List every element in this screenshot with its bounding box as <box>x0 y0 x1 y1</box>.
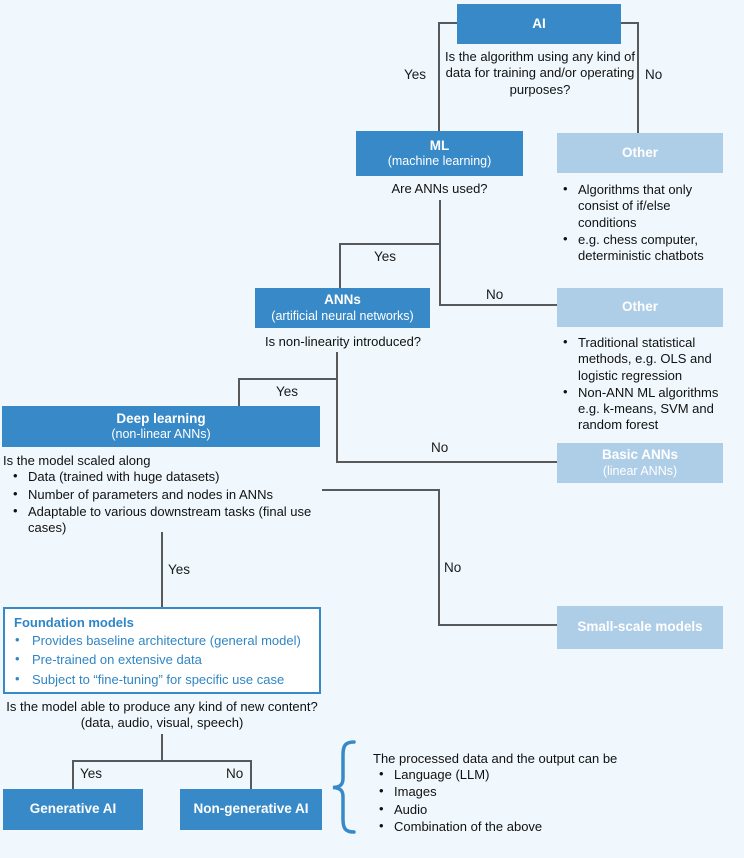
question-model-scaled-intro: Is the model scaled along <box>3 453 151 468</box>
node-generative-ai-title: Generative AI <box>29 801 117 817</box>
node-other-rule-based <box>557 133 723 173</box>
label-no-3: No <box>431 440 449 455</box>
node-foundation-models <box>3 607 321 694</box>
curly-brace-icon <box>330 740 358 834</box>
connector-newcontent-stem <box>161 734 163 762</box>
label-no-1: No <box>645 67 663 82</box>
connector-newcontent-yes-vertical <box>72 760 74 789</box>
connector-deep-no-horizontal-1 <box>322 489 440 491</box>
node-deep-learning <box>2 406 320 447</box>
node-foundation-models-title: Foundation models <box>14 615 134 630</box>
list-item: • Traditional statistical methods, e.g. OLS and logistic regression <box>557 335 729 384</box>
node-ai-title: AI <box>532 15 546 31</box>
question-data-usage: Is the algorithm using any kind of data for training and/or operating purposes? <box>444 49 636 97</box>
node-basic-anns <box>557 443 723 483</box>
list-item: • Subject to “fine-tuning” for specific use case <box>5 672 319 688</box>
connector-anns-stem <box>336 352 338 463</box>
node-deep-learning-subtitle: (non-linear ANNs) <box>111 427 211 442</box>
label-no-4: No <box>444 560 462 575</box>
connector-ml-yes-vertical <box>339 243 341 288</box>
node-other-statistical <box>557 288 723 327</box>
label-no-2: No <box>486 287 504 302</box>
question-new-content-line2: (data, audio, visual, speech) <box>80 715 244 731</box>
list-item: • e.g. chess computer, deterministic chatbots <box>557 232 729 265</box>
list-item: • Data (trained with huge datasets) <box>3 469 337 485</box>
other-rule-based-bullet-list <box>557 182 729 265</box>
label-yes-4: Yes <box>168 562 191 577</box>
connector-anns-yes-horizontal <box>238 378 338 380</box>
list-item: • Non-ANN ML algorithms e.g. k-means, SVM and random forest <box>557 385 729 434</box>
connector-newcontent-branch <box>72 760 252 762</box>
list-item: • Combination of the above <box>373 819 703 835</box>
node-ml-title: ML <box>429 137 450 153</box>
label-yes-1: Yes <box>404 67 427 82</box>
output-note-bullet-list <box>373 767 703 836</box>
connector-newcontent-no-vertical <box>250 760 252 789</box>
node-non-generative-ai <box>180 789 322 830</box>
other-statistical-bullet-list <box>557 335 729 435</box>
node-basic-anns-subtitle: (linear ANNs) <box>602 463 678 478</box>
node-anns <box>255 288 430 328</box>
list-item: • Audio <box>373 802 703 818</box>
list-item: • Algorithms that only consist of if/else conditions <box>557 182 729 231</box>
node-basic-anns-title: Basic ANNs <box>601 447 679 463</box>
connector-deep-no-vertical <box>438 489 440 626</box>
question-new-content <box>0 699 324 732</box>
model-scaled-bullet-list <box>3 469 337 536</box>
label-yes-2: Yes <box>374 249 397 264</box>
node-anns-title: ANNs <box>324 292 361 308</box>
connector-ml-no-horizontal <box>439 304 557 306</box>
node-ml-subtitle: (machine learning) <box>387 154 492 169</box>
label-yes-5: Yes <box>80 766 103 781</box>
label-yes-3: Yes <box>276 384 299 399</box>
list-item: • Adaptable to various downstream tasks (final use cases) <box>3 504 333 537</box>
connector-deep-yes-vertical <box>161 532 163 607</box>
node-small-scale-models <box>557 606 723 649</box>
connector-ai-yes-elbow <box>438 22 457 24</box>
node-other-statistical-title: Other <box>621 299 658 315</box>
node-ai <box>457 4 621 44</box>
label-no-5: No <box>226 766 244 781</box>
list-item: • Pre-trained on extensive data <box>5 652 319 668</box>
connector-ml-yes-horizontal <box>339 243 441 245</box>
output-note-heading: The processed data and the output can be <box>373 751 618 766</box>
node-anns-subtitle: (artificial neural networks) <box>271 308 414 323</box>
list-item: • Language (LLM) <box>373 767 703 783</box>
connector-ml-stem <box>439 200 441 306</box>
question-new-content-line1: Is the model able to produce any kind of new content? <box>6 699 318 714</box>
question-anns-used: Are ANNs used? <box>391 181 488 196</box>
connector-anns-no-horizontal <box>336 461 557 463</box>
node-other-rule-based-title: Other <box>621 144 658 160</box>
list-item: • Number of parameters and nodes in ANNs <box>3 487 337 503</box>
question-non-linearity: Is non-linearity introduced? <box>264 334 422 349</box>
node-small-scale-models-title: Small-scale models <box>577 619 703 635</box>
list-item: • Provides baseline architecture (general model) <box>5 633 319 649</box>
connector-deep-no-horizontal-2 <box>438 624 557 626</box>
question-model-scaled <box>3 453 337 537</box>
node-generative-ai <box>3 789 143 830</box>
node-deep-learning-title: Deep learning <box>116 410 206 426</box>
list-item: • Images <box>373 784 703 800</box>
node-non-generative-ai-title: Non-generative AI <box>193 801 309 817</box>
node-ml <box>356 131 523 176</box>
connector-anns-yes-vertical <box>238 378 240 406</box>
foundation-bullet-list <box>5 633 319 688</box>
